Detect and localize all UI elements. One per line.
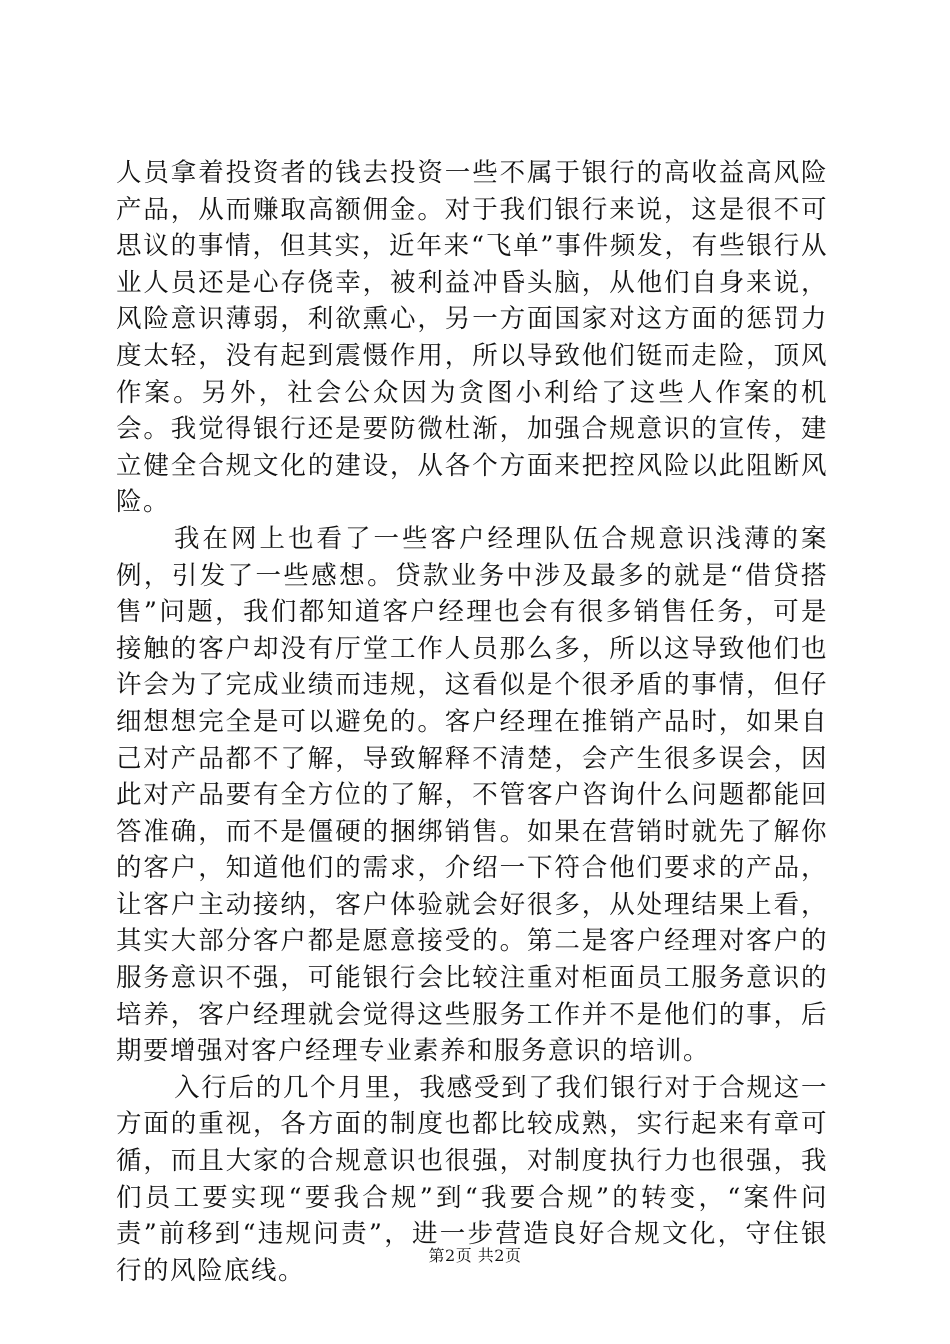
- paragraph-2: 我在网上也看了一些客户经理队伍合规意识浅薄的案例，引发了一些感想。贷款业务中涉及最多的就是“借贷搭售”问题，我们都知道客户经理也会有很多销售任务，可是接触的客户却没有厅堂工作人员那么多，所以这导致他们也许会为了完成业绩而违规，这看似是个很矛盾的事情，但仔细想想完全是可以避免的。客户经理在推销产品时，如果自己对产品都不了解，导致解释不清楚，会产生很多误会，因此对产品要有全方位的了解，不管客户咨询什么问题都能回答准确，而不是僵硬的捆绑销售。如果在营销时就先了解你的客户，知道他们的需求，介绍一下符合他们要求的产品，让客户主动接纳，客户体验就会好很多，从处理结果上看，其实大部分客户都是愿意接受的。第二是客户经理对客户的服务意识不强，可能银行会比较注重对柜面员工服务意识的培养，客户经理就会觉得这些服务工作并不是他们的事，后期要增强对客户经理专业素养和服务意识的培训。: [116, 523, 828, 1067]
- document-body: [116, 155, 828, 1289]
- page-footer: 第2页 共2页: [428, 1246, 522, 1265]
- paragraph-3: 入行后的几个月里，我感受到了我们银行对于合规这一方面的重视，各方面的制度也都比较成熟，实行起来有章可循，而且大家的合规意识也很强，对制度执行力也很强，我们员工要实现“要我合规”到“我要合规”的转变，“案件问责”前移到“违规问责”，进一步营造良好合规文化，守住银行的风险底线。: [116, 1072, 828, 1286]
- paragraph-1: 人员拿着投资者的钱去投资一些不属于银行的高收益高风险产品，从而赚取高额佣金。对于我们银行来说，这是很不可思议的事情，但其实，近年来“飞单”事件频发，有些银行从业人员还是心存侥幸，被利益冲昏头脑，从他们自身来说，风险意识薄弱，利欲熏心，另一方面国家对这方面的惩罚力度太轻，没有起到震慑作用，所以导致他们铤而走险，顶风作案。另外，社会公众因为贪图小利给了这些人作案的机会。我觉得银行还是要防微杜渐，加强合规意识的宣传，建立健全合规文化的建设，从各个方面来把控风险以此阻断风险。: [116, 158, 828, 518]
